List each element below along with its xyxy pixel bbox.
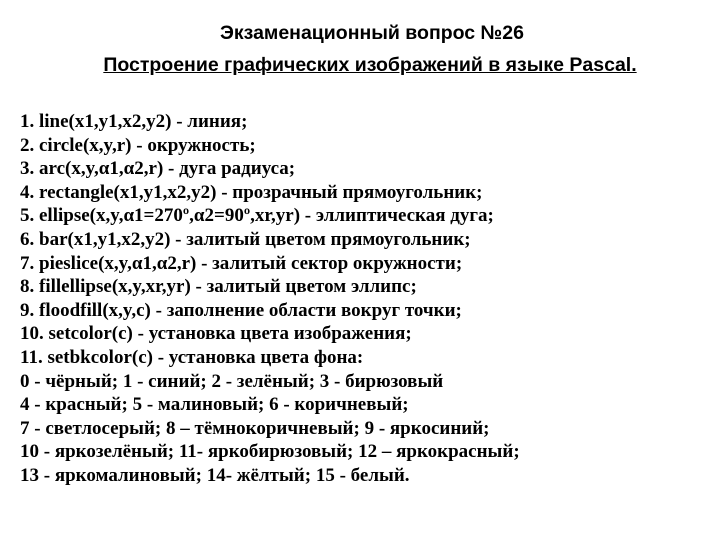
list-item: 6. bar(x1,y1,x2,y2) - залитый цветом прямоугольник; bbox=[20, 228, 471, 250]
list-item: 9. floodfill(x,y,c) - заполнение области вокруг точки; bbox=[20, 299, 462, 321]
list-item: 3. arc(x,y,α1,α2,r) - дуга радиуса; bbox=[20, 158, 296, 180]
list-item: 5. ellipse(x,y,α1=270º,α2=90º,xr,yr) - эллиптическая дуга; bbox=[20, 205, 494, 227]
list-item: 8. fillellipse(x,y,xr,yr) - залитый цветом эллипс; bbox=[20, 276, 417, 298]
list-item: 2. circle(x,y,r) - окружность; bbox=[20, 134, 256, 156]
color-list-row: 4 - красный; 5 - малиновый; 6 - коричневый; bbox=[20, 394, 409, 416]
list-item: 4. rectangle(x1,y1,x2,y2) - прозрачный прямоугольник; bbox=[20, 181, 483, 203]
color-list-row: 13 - яркомалиновый; 14- жёлтый; 15 - белый. bbox=[20, 464, 410, 486]
color-list-row: 10 - яркозелёный; 11- яркобирюзовый; 12 – яркокрасный; bbox=[20, 441, 520, 463]
page-title: Экзаменационный вопрос №26 bbox=[220, 22, 524, 44]
content-list bbox=[20, 110, 715, 488]
color-list-row: 7 - светлосерый; 8 – тёмнокоричневый; 9 - яркосиний; bbox=[20, 417, 490, 439]
list-item: 1. line(x1,y1,x2,y2) - линия; bbox=[20, 111, 248, 132]
list-item: 11. setbkcolor(c) - установка цвета фона: bbox=[20, 346, 364, 368]
list-item: 10. setcolor(c) - установка цвета изображения; bbox=[20, 323, 412, 345]
list-item: 7. pieslice(x,y,α1,α2,r) - залитый сектор окружности; bbox=[20, 252, 463, 274]
page-subtitle: Построение графических изображений в языке Pascal. bbox=[103, 54, 637, 76]
color-list-row: 0 - чёрный; 1 - синий; 2 - зелёный; 3 - бирюзовый bbox=[20, 370, 444, 392]
